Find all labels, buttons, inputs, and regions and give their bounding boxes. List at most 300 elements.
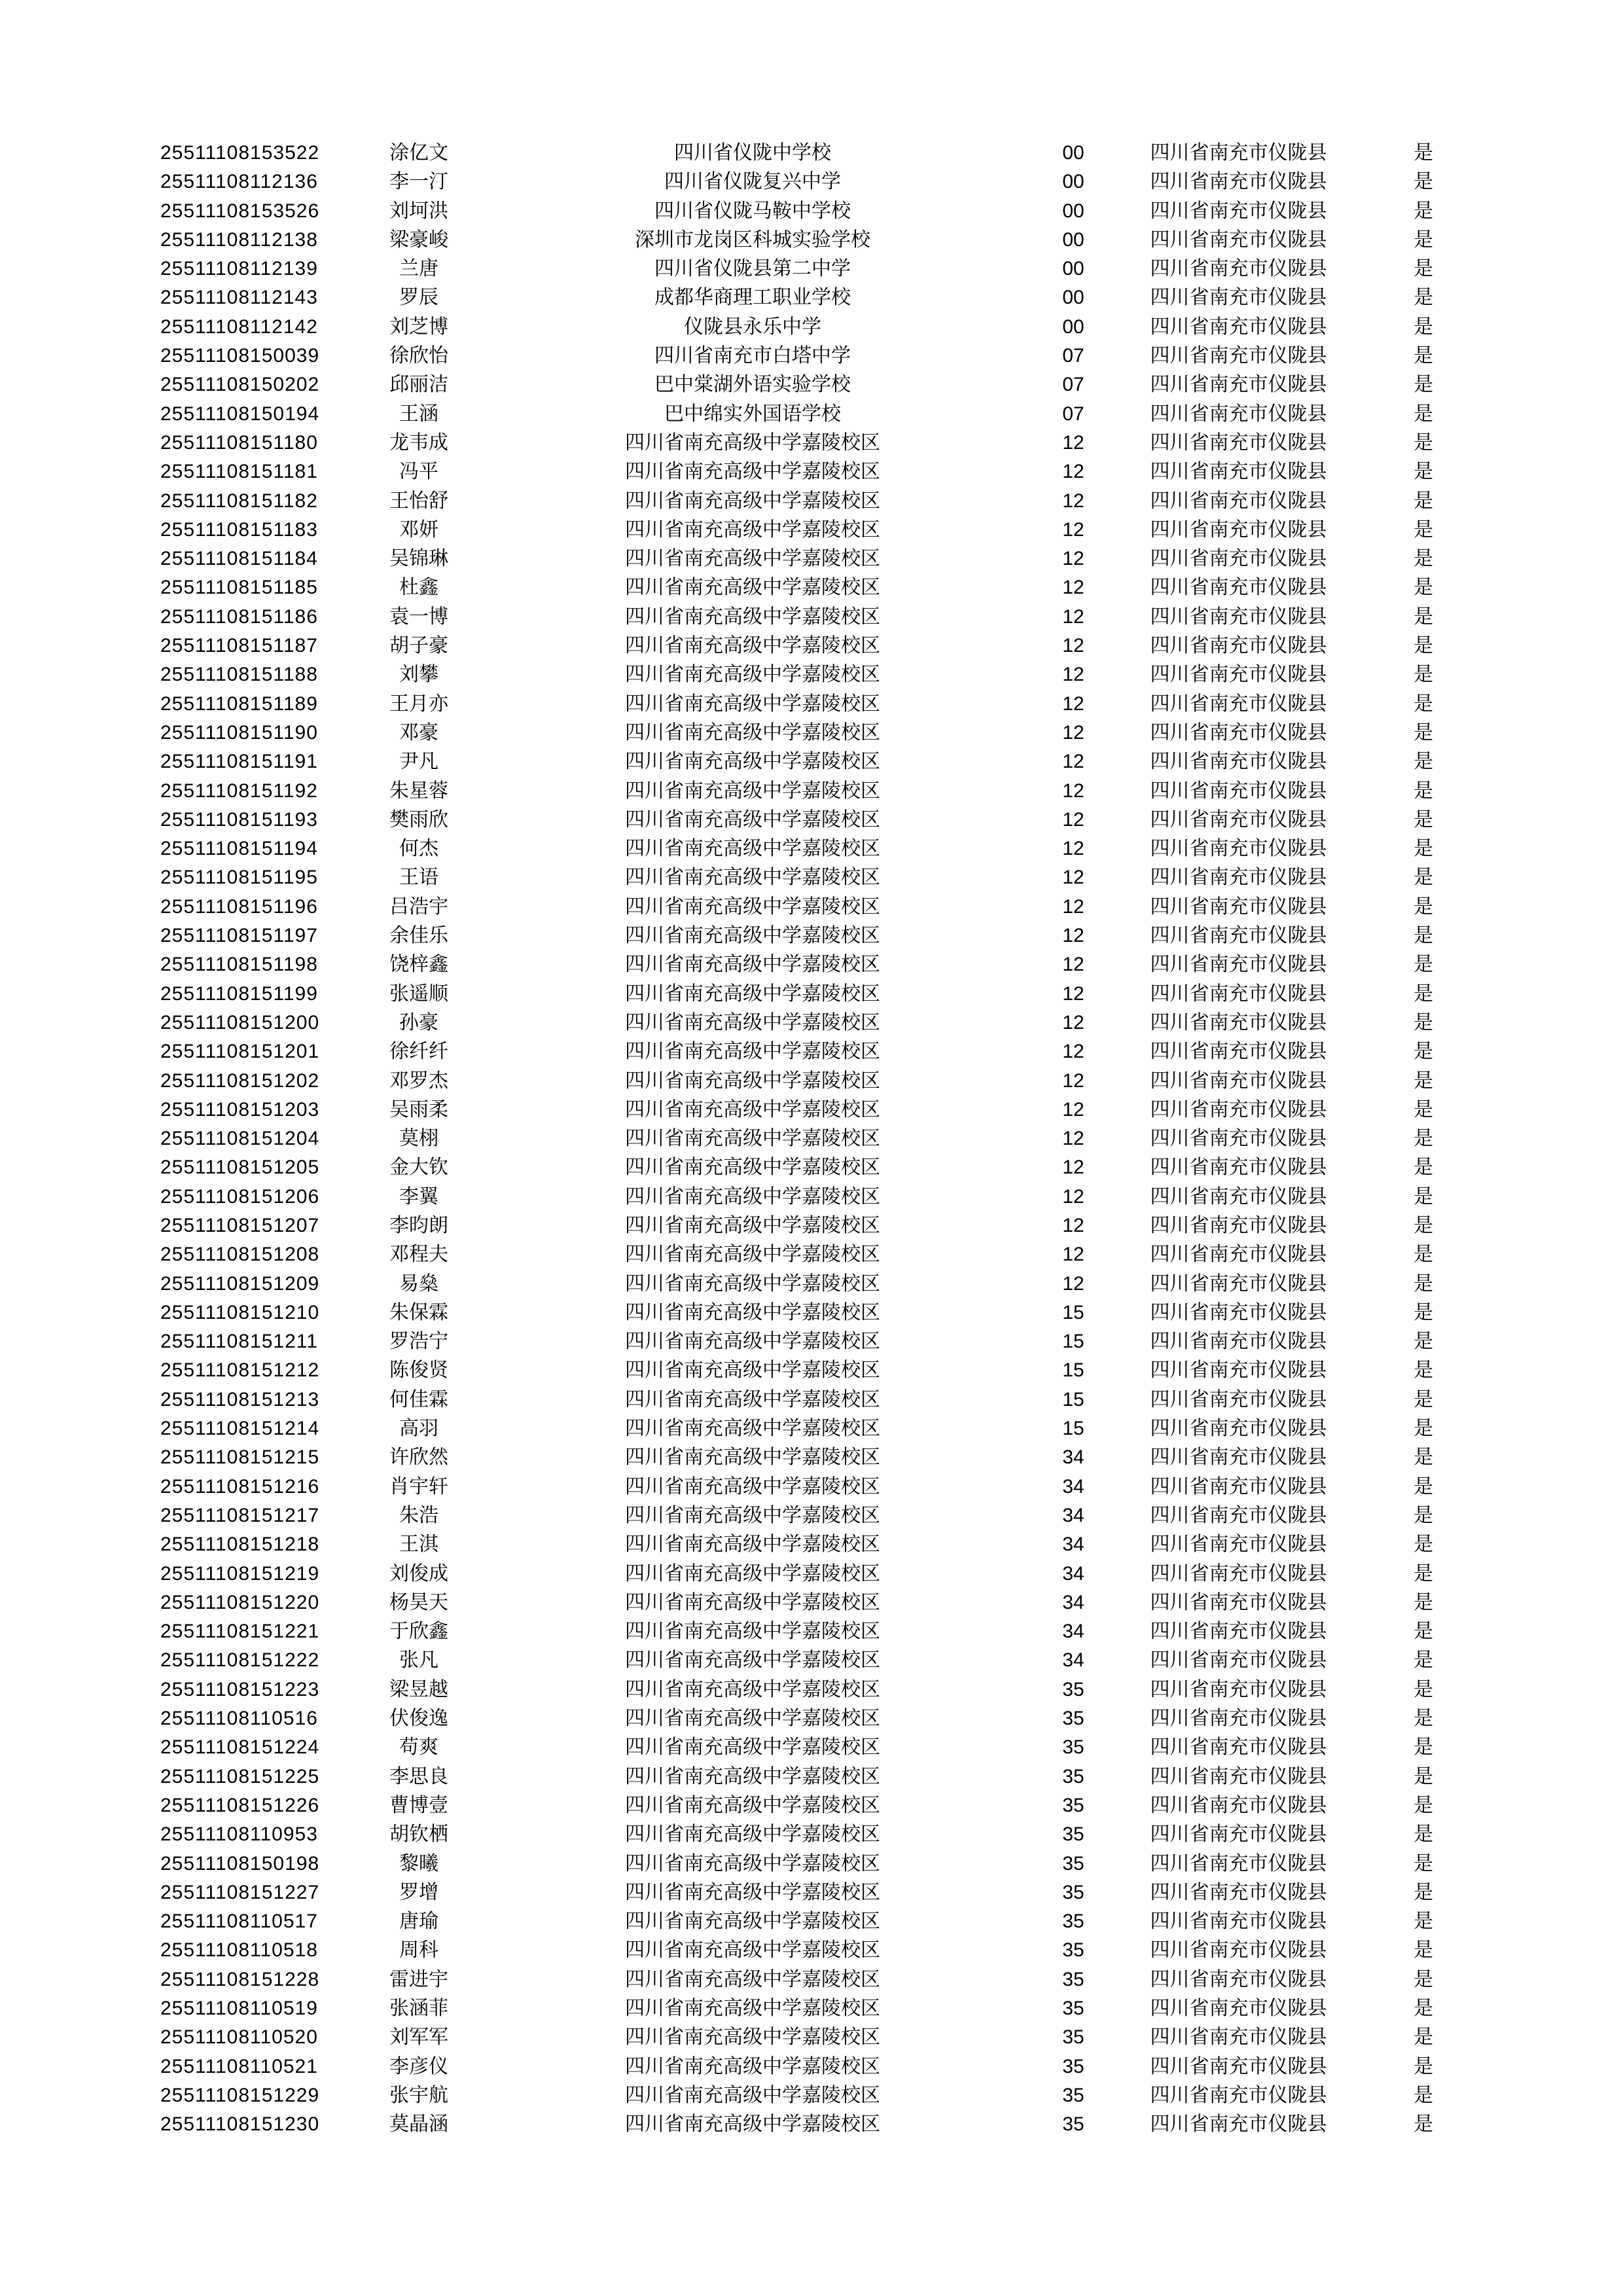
school-cell: 四川省南充高级中学嘉陵校区 <box>625 751 880 773</box>
name-cell: 邓妍 <box>399 518 438 541</box>
confirm-cell: 是 <box>1414 1562 1433 1585</box>
confirm-cell: 是 <box>1414 954 1433 976</box>
school-cell: 四川省南充高级中学嘉陵校区 <box>625 548 880 570</box>
table-row <box>160 893 1486 922</box>
district-cell: 四川省南充市仪陇县 <box>1150 1881 1327 1903</box>
exam-id-cell: 25511108150039 <box>160 345 320 367</box>
district-cell: 四川省南充市仪陇县 <box>1150 605 1327 628</box>
school-cell: 四川省南充高级中学嘉陵校区 <box>625 780 880 802</box>
name-cell: 张宇航 <box>389 2084 448 2106</box>
confirm-cell: 是 <box>1414 1591 1433 1613</box>
exam-id-cell: 25511108151229 <box>160 2084 320 2106</box>
table-row <box>160 1733 1486 1762</box>
district-cell: 四川省南充市仪陇县 <box>1150 228 1327 251</box>
school-cell: 深圳市龙岗区科城实验学校 <box>635 228 870 251</box>
code-cell: 35 <box>1062 2084 1084 2106</box>
confirm-cell: 是 <box>1414 780 1433 802</box>
exam-id-cell: 25511108151208 <box>160 1244 320 1266</box>
school-cell: 四川省南充高级中学嘉陵校区 <box>625 490 880 512</box>
name-cell: 樊雨欣 <box>389 808 448 831</box>
exam-id-cell: 25511108151222 <box>160 1649 320 1672</box>
table-row <box>160 1501 1486 1530</box>
district-cell: 四川省南充市仪陇县 <box>1150 1475 1327 1498</box>
district-cell: 四川省南充市仪陇县 <box>1150 838 1327 860</box>
name-cell: 黎曦 <box>399 1852 438 1874</box>
district-cell: 四川省南充市仪陇县 <box>1150 1736 1327 1759</box>
school-cell: 四川省南充高级中学嘉陵校区 <box>625 1128 880 1150</box>
name-cell: 梁昱越 <box>389 1678 448 1700</box>
exam-id-cell: 25511108151211 <box>160 1331 318 1353</box>
table-row <box>160 429 1486 457</box>
district-cell: 四川省南充市仪陇县 <box>1150 345 1327 367</box>
name-cell: 邱丽洁 <box>389 374 448 396</box>
table-row <box>160 1356 1486 1385</box>
exam-id-cell: 25511108151198 <box>160 954 318 976</box>
exam-id-cell: 25511108151190 <box>160 721 318 744</box>
exam-id-cell: 25511108110517 <box>160 1910 318 1933</box>
table-row <box>160 1646 1486 1675</box>
confirm-cell: 是 <box>1414 2055 1433 2077</box>
table-row <box>160 1907 1486 1936</box>
district-cell: 四川省南充市仪陇县 <box>1150 1591 1327 1613</box>
school-cell: 四川省仪陇县第二中学 <box>654 258 851 280</box>
table-row <box>160 806 1486 834</box>
code-cell: 12 <box>1062 808 1084 831</box>
code-cell: 00 <box>1062 228 1084 251</box>
school-cell: 四川省南充高级中学嘉陵校区 <box>625 461 880 483</box>
school-cell: 四川省南充高级中学嘉陵校区 <box>625 1881 880 1903</box>
school-cell: 四川省南充高级中学嘉陵校区 <box>625 1418 880 1440</box>
code-cell: 12 <box>1062 577 1084 599</box>
name-cell: 张凡 <box>399 1649 438 1672</box>
table-row <box>160 603 1486 632</box>
code-cell: 00 <box>1062 142 1084 164</box>
table-row <box>160 1299 1486 1327</box>
school-cell: 四川省南充高级中学嘉陵校区 <box>625 1678 880 1700</box>
exam-id-cell: 25511108151194 <box>160 838 318 860</box>
name-cell: 许欣然 <box>389 1446 448 1469</box>
name-cell: 孙豪 <box>399 1011 438 1033</box>
code-cell: 35 <box>1062 1765 1084 1787</box>
exam-id-cell: 25511108151187 <box>160 635 318 657</box>
exam-id-cell: 25511108151206 <box>160 1185 320 1208</box>
code-cell: 35 <box>1062 1968 1084 1990</box>
district-cell: 四川省南充市仪陇县 <box>1150 1968 1327 1990</box>
code-cell: 07 <box>1062 345 1084 367</box>
exam-id-cell: 25511108151197 <box>160 925 318 947</box>
table-row <box>160 2053 1486 2081</box>
table-row <box>160 1327 1486 1356</box>
table-row <box>160 1183 1486 1211</box>
school-cell: 四川省南充高级中学嘉陵校区 <box>625 2084 880 2106</box>
school-cell: 四川省南充高级中学嘉陵校区 <box>625 692 880 715</box>
table-row <box>160 2081 1486 2110</box>
district-cell: 四川省南充市仪陇县 <box>1150 431 1327 454</box>
confirm-cell: 是 <box>1414 751 1433 773</box>
table-row <box>160 197 1486 226</box>
name-cell: 杨昊天 <box>389 1591 448 1613</box>
school-cell: 四川省南充高级中学嘉陵校区 <box>625 954 880 976</box>
confirm-cell: 是 <box>1414 1708 1433 1730</box>
school-cell: 四川省南充市白塔中学 <box>654 345 851 367</box>
confirm-cell: 是 <box>1414 1157 1433 1179</box>
exam-id-cell: 25511108151216 <box>160 1475 320 1498</box>
code-cell: 12 <box>1062 925 1084 947</box>
confirm-cell: 是 <box>1414 1534 1433 1556</box>
exam-id-cell: 25511108112139 <box>160 258 318 280</box>
confirm-cell: 是 <box>1414 1331 1433 1353</box>
table-row <box>160 1560 1486 1588</box>
district-cell: 四川省南充市仪陇县 <box>1150 1388 1327 1410</box>
confirm-cell: 是 <box>1414 461 1433 483</box>
district-cell: 四川省南充市仪陇县 <box>1150 664 1327 686</box>
district-cell: 四川省南充市仪陇县 <box>1150 2084 1327 2106</box>
table-row <box>160 1676 1486 1704</box>
code-cell: 35 <box>1062 1678 1084 1700</box>
code-cell: 12 <box>1062 1272 1084 1295</box>
exam-id-cell: 25511108110516 <box>160 1708 318 1730</box>
confirm-cell: 是 <box>1414 258 1433 280</box>
table-row <box>160 1530 1486 1559</box>
name-cell: 徐欣怡 <box>389 345 448 367</box>
table-row <box>160 255 1486 283</box>
confirm-cell: 是 <box>1414 518 1433 541</box>
table-row <box>160 1878 1486 1907</box>
school-cell: 四川省南充高级中学嘉陵校区 <box>625 1852 880 1874</box>
school-cell: 四川省南充高级中学嘉陵校区 <box>625 1910 880 1933</box>
exam-id-cell: 25511108151188 <box>160 664 318 686</box>
code-cell: 00 <box>1062 258 1084 280</box>
code-cell: 35 <box>1062 2026 1084 2049</box>
exam-id-cell: 25511108150202 <box>160 374 320 396</box>
name-cell: 冯平 <box>399 461 438 483</box>
confirm-cell: 是 <box>1414 1736 1433 1759</box>
confirm-cell: 是 <box>1414 345 1433 367</box>
exam-id-cell: 25511108112138 <box>160 228 318 251</box>
confirm-cell: 是 <box>1414 1939 1433 1962</box>
school-cell: 四川省仪陇复兴中学 <box>664 171 841 193</box>
exam-id-cell: 25511108151209 <box>160 1272 320 1295</box>
school-cell: 四川省南充高级中学嘉陵校区 <box>625 1301 880 1323</box>
district-cell: 四川省南充市仪陇县 <box>1150 1534 1327 1556</box>
school-cell: 四川省南充高级中学嘉陵校区 <box>625 867 880 889</box>
name-cell: 苟爽 <box>399 1736 438 1759</box>
name-cell: 于欣鑫 <box>389 1621 448 1643</box>
code-cell: 34 <box>1062 1591 1084 1613</box>
school-cell: 四川省南充高级中学嘉陵校区 <box>625 518 880 541</box>
district-cell: 四川省南充市仪陇县 <box>1150 1939 1327 1962</box>
name-cell: 金大钦 <box>389 1157 448 1179</box>
name-cell: 李思良 <box>389 1765 448 1787</box>
district-cell: 四川省南充市仪陇县 <box>1150 925 1327 947</box>
code-cell: 35 <box>1062 1852 1084 1874</box>
confirm-cell: 是 <box>1414 200 1433 222</box>
confirm-cell: 是 <box>1414 142 1433 164</box>
district-cell: 四川省南充市仪陇县 <box>1150 142 1327 164</box>
table-row <box>160 863 1486 892</box>
school-cell: 四川省南充高级中学嘉陵校区 <box>625 1534 880 1556</box>
exam-id-cell: 25511108110520 <box>160 2026 318 2049</box>
exam-id-cell: 25511108112142 <box>160 315 318 338</box>
code-cell: 35 <box>1062 1939 1084 1962</box>
exam-id-cell: 25511108151210 <box>160 1301 320 1323</box>
district-cell: 四川省南充市仪陇县 <box>1150 518 1327 541</box>
exam-id-cell: 25511108151217 <box>160 1504 320 1526</box>
school-cell: 四川省南充高级中学嘉陵校区 <box>625 1823 880 1846</box>
table-row <box>160 1443 1486 1472</box>
table-row <box>160 1211 1486 1240</box>
code-cell: 12 <box>1062 954 1084 976</box>
exam-id-cell: 25511108151223 <box>160 1678 320 1700</box>
district-cell: 四川省南充市仪陇县 <box>1150 1765 1327 1787</box>
exam-id-cell: 25511108151228 <box>160 1968 320 1990</box>
confirm-cell: 是 <box>1414 2113 1433 2136</box>
confirm-cell: 是 <box>1414 1098 1433 1121</box>
table-row <box>160 632 1486 660</box>
code-cell: 12 <box>1062 548 1084 570</box>
confirm-cell: 是 <box>1414 577 1433 599</box>
school-cell: 巴中棠湖外语实验学校 <box>654 374 851 396</box>
confirm-cell: 是 <box>1414 315 1433 338</box>
district-cell: 四川省南充市仪陇县 <box>1150 1621 1327 1643</box>
school-cell: 四川省南充高级中学嘉陵校区 <box>625 2113 880 2136</box>
code-cell: 15 <box>1062 1359 1084 1382</box>
district-cell: 四川省南充市仪陇县 <box>1150 1359 1327 1382</box>
confirm-cell: 是 <box>1414 1418 1433 1440</box>
district-cell: 四川省南充市仪陇县 <box>1150 1708 1327 1730</box>
table-row <box>160 370 1486 399</box>
exam-id-cell: 25511108151202 <box>160 1069 320 1092</box>
district-cell: 四川省南充市仪陇县 <box>1150 954 1327 976</box>
confirm-cell: 是 <box>1414 838 1433 860</box>
table-row <box>160 1965 1486 1994</box>
district-cell: 四川省南充市仪陇县 <box>1150 1185 1327 1208</box>
exam-id-cell: 25511108151224 <box>160 1736 320 1759</box>
table-row <box>160 1386 1486 1414</box>
name-cell: 王怡舒 <box>389 490 448 512</box>
confirm-cell: 是 <box>1414 2026 1433 2049</box>
district-cell: 四川省南充市仪陇县 <box>1150 315 1327 338</box>
confirm-cell: 是 <box>1414 1244 1433 1266</box>
school-cell: 四川省南充高级中学嘉陵校区 <box>625 2026 880 2049</box>
exam-id-cell: 25511108151225 <box>160 1765 320 1787</box>
exam-id-cell: 25511108151180 <box>160 431 318 454</box>
code-cell: 12 <box>1062 1244 1084 1266</box>
confirm-cell: 是 <box>1414 1998 1433 2019</box>
exam-id-cell: 25511108151182 <box>160 490 318 512</box>
name-cell: 兰唐 <box>399 258 438 280</box>
table-row <box>160 1820 1486 1849</box>
school-cell: 四川省南充高级中学嘉陵校区 <box>625 1794 880 1816</box>
school-cell: 四川省南充高级中学嘉陵校区 <box>625 1272 880 1295</box>
exam-id-cell: 25511108151220 <box>160 1591 320 1613</box>
school-cell: 四川省仪陇马鞍中学校 <box>654 200 851 222</box>
district-cell: 四川省南充市仪陇县 <box>1150 895 1327 918</box>
confirm-cell: 是 <box>1414 1649 1433 1672</box>
code-cell: 35 <box>1062 1794 1084 1816</box>
name-cell: 雷进宇 <box>389 1968 448 1990</box>
name-cell: 胡钦栖 <box>389 1823 448 1846</box>
name-cell: 王月亦 <box>389 692 448 715</box>
exam-id-cell: 25511108151207 <box>160 1214 320 1236</box>
code-cell: 12 <box>1062 1214 1084 1236</box>
name-cell: 罗增 <box>399 1881 438 1903</box>
code-cell: 34 <box>1062 1534 1084 1556</box>
district-cell: 四川省南充市仪陇县 <box>1150 200 1327 222</box>
school-cell: 四川省南充高级中学嘉陵校区 <box>625 1244 880 1266</box>
table-row <box>160 950 1486 979</box>
name-cell: 罗浩宁 <box>389 1331 448 1353</box>
school-cell: 四川省南充高级中学嘉陵校区 <box>625 1591 880 1613</box>
district-cell: 四川省南充市仪陇县 <box>1150 403 1327 425</box>
confirm-cell: 是 <box>1414 1678 1433 1700</box>
code-cell: 12 <box>1062 1157 1084 1179</box>
confirm-cell: 是 <box>1414 1069 1433 1092</box>
name-cell: 伏俊逸 <box>389 1708 448 1730</box>
district-cell: 四川省南充市仪陇县 <box>1150 1214 1327 1236</box>
name-cell: 邓程夫 <box>389 1244 448 1266</box>
confirm-cell: 是 <box>1414 374 1433 396</box>
code-cell: 12 <box>1062 780 1084 802</box>
school-cell: 四川省南充高级中学嘉陵校区 <box>625 721 880 744</box>
name-cell: 张涵菲 <box>389 1998 448 2019</box>
district-cell: 四川省南充市仪陇县 <box>1150 490 1327 512</box>
confirm-cell: 是 <box>1414 1446 1433 1469</box>
district-cell: 四川省南充市仪陇县 <box>1150 548 1327 570</box>
exam-id-cell: 25511108151196 <box>160 895 318 918</box>
school-cell: 四川省南充高级中学嘉陵校区 <box>625 808 880 831</box>
code-cell: 15 <box>1062 1331 1084 1353</box>
table-row <box>160 1994 1486 2023</box>
name-cell: 罗辰 <box>399 287 438 309</box>
table-row <box>160 573 1486 602</box>
exam-id-cell: 25511108151191 <box>160 751 318 773</box>
confirm-cell: 是 <box>1414 1272 1433 1295</box>
name-cell: 刘军军 <box>389 2026 448 2049</box>
table-row <box>160 487 1486 516</box>
district-cell: 四川省南充市仪陇县 <box>1150 2026 1327 2049</box>
district-cell: 四川省南充市仪陇县 <box>1150 982 1327 1005</box>
exam-id-cell: 25511108112136 <box>160 171 318 193</box>
district-cell: 四川省南充市仪陇县 <box>1150 1910 1327 1933</box>
name-cell: 唐瑜 <box>399 1910 438 1933</box>
district-cell: 四川省南充市仪陇县 <box>1150 1823 1327 1846</box>
table-row <box>160 777 1486 806</box>
school-cell: 四川省南充高级中学嘉陵校区 <box>625 1968 880 1990</box>
table-row <box>160 1791 1486 1820</box>
school-cell: 四川省南充高级中学嘉陵校区 <box>625 1475 880 1498</box>
exam-id-cell: 25511108151193 <box>160 808 318 831</box>
name-cell: 龙韦成 <box>389 431 448 454</box>
name-cell: 莫晶涵 <box>389 2113 448 2136</box>
confirm-cell: 是 <box>1414 1852 1433 1874</box>
code-cell: 12 <box>1062 1128 1084 1150</box>
name-cell: 朱浩 <box>399 1504 438 1526</box>
table-row <box>160 719 1486 747</box>
exam-id-cell: 25511108151203 <box>160 1098 320 1121</box>
school-cell: 四川省南充高级中学嘉陵校区 <box>625 1939 880 1962</box>
name-cell: 刘攀 <box>399 664 438 686</box>
exam-id-cell: 25511108151185 <box>160 577 318 599</box>
table-row <box>160 168 1486 196</box>
code-cell: 35 <box>1062 1823 1084 1846</box>
code-cell: 12 <box>1062 1011 1084 1033</box>
name-cell: 邓罗杰 <box>389 1069 448 1092</box>
exam-id-cell: 25511108151199 <box>160 982 318 1005</box>
confirm-cell: 是 <box>1414 1794 1433 1816</box>
exam-id-cell: 25511108151226 <box>160 1794 320 1816</box>
district-cell: 四川省南充市仪陇县 <box>1150 1649 1327 1672</box>
school-cell: 四川省南充高级中学嘉陵校区 <box>625 1708 880 1730</box>
confirm-cell: 是 <box>1414 1359 1433 1382</box>
name-cell: 梁豪峻 <box>389 228 448 251</box>
confirm-cell: 是 <box>1414 895 1433 918</box>
code-cell: 00 <box>1062 287 1084 309</box>
district-cell: 四川省南充市仪陇县 <box>1150 1069 1327 1092</box>
table-row <box>160 1009 1486 1037</box>
district-cell: 四川省南充市仪陇县 <box>1150 1157 1327 1179</box>
district-cell: 四川省南充市仪陇县 <box>1150 1504 1327 1526</box>
name-cell: 周科 <box>399 1939 438 1962</box>
school-cell: 四川省南充高级中学嘉陵校区 <box>625 1157 880 1179</box>
district-cell: 四川省南充市仪陇县 <box>1150 1331 1327 1353</box>
district-cell: 四川省南充市仪陇县 <box>1150 1272 1327 1295</box>
exam-id-cell: 25511108151181 <box>160 461 318 483</box>
code-cell: 07 <box>1062 403 1084 425</box>
exam-id-cell: 25511108110519 <box>160 1998 318 2019</box>
school-cell: 巴中绵实外国语学校 <box>664 403 841 425</box>
district-cell: 四川省南充市仪陇县 <box>1150 721 1327 744</box>
name-cell: 尹凡 <box>399 751 438 773</box>
district-cell: 四川省南充市仪陇县 <box>1150 780 1327 802</box>
table-row <box>160 457 1486 486</box>
table-row <box>160 922 1486 950</box>
confirm-cell: 是 <box>1414 431 1433 454</box>
confirm-cell: 是 <box>1414 1765 1433 1787</box>
code-cell: 12 <box>1062 605 1084 628</box>
code-cell: 12 <box>1062 721 1084 744</box>
school-cell: 四川省南充高级中学嘉陵校区 <box>625 664 880 686</box>
school-cell: 四川省南充高级中学嘉陵校区 <box>625 1069 880 1092</box>
name-cell: 刘坷洪 <box>389 200 448 222</box>
exam-id-cell: 25511108151213 <box>160 1388 320 1410</box>
confirm-cell: 是 <box>1414 605 1433 628</box>
code-cell: 12 <box>1062 664 1084 686</box>
code-cell: 12 <box>1062 431 1084 454</box>
table-row <box>160 980 1486 1009</box>
district-cell: 四川省南充市仪陇县 <box>1150 1678 1327 1700</box>
district-cell: 四川省南充市仪陇县 <box>1150 577 1327 599</box>
district-cell: 四川省南充市仪陇县 <box>1150 692 1327 715</box>
code-cell: 12 <box>1062 635 1084 657</box>
exam-id-cell: 25511108110521 <box>160 2055 318 2077</box>
exam-id-cell: 25511108151230 <box>160 2113 320 2136</box>
name-cell: 何佳霖 <box>389 1388 448 1410</box>
code-cell: 35 <box>1062 1736 1084 1759</box>
name-cell: 吕浩宇 <box>389 895 448 918</box>
name-cell: 王淇 <box>399 1534 438 1556</box>
name-cell: 余佳乐 <box>389 925 448 947</box>
confirm-cell: 是 <box>1414 1968 1433 1990</box>
exam-id-cell: 25511108150198 <box>160 1852 320 1874</box>
school-cell: 四川省南充高级中学嘉陵校区 <box>625 1446 880 1469</box>
confirm-cell: 是 <box>1414 1621 1433 1643</box>
confirm-cell: 是 <box>1414 1910 1433 1933</box>
table-row <box>160 313 1486 342</box>
code-cell: 15 <box>1062 1388 1084 1410</box>
confirm-cell: 是 <box>1414 1504 1433 1526</box>
code-cell: 12 <box>1062 838 1084 860</box>
